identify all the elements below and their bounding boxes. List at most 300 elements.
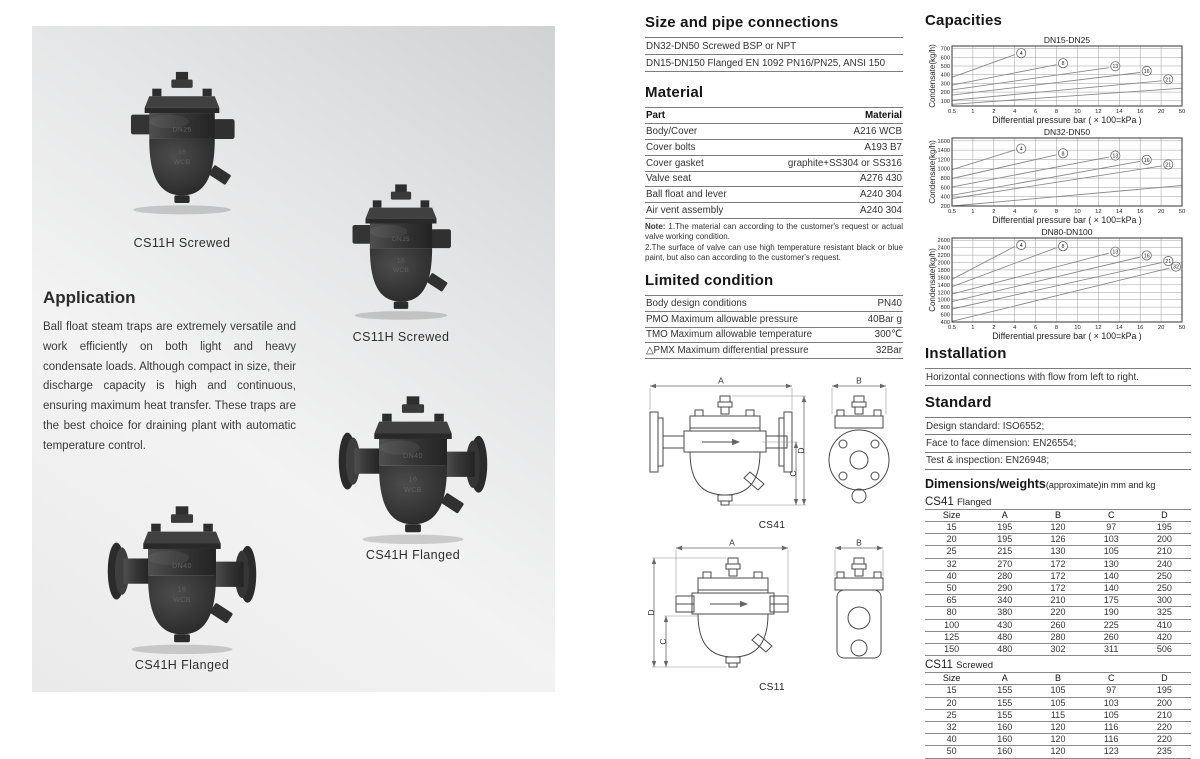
table-cell: 280 <box>1050 631 1066 642</box>
table-cell: 105 <box>1050 697 1066 708</box>
table-cell: 155 <box>997 685 1013 696</box>
table-cell: 15 <box>946 685 957 696</box>
table-label-cs41 <box>925 496 1191 508</box>
svg-text:DN32-DN50: DN32-DN50 <box>1043 127 1091 137</box>
svg-text:400: 400 <box>940 72 950 79</box>
svg-text:6: 6 <box>1034 109 1038 115</box>
svg-text:21: 21 <box>1165 259 1172 266</box>
product-photo-panel <box>32 26 555 692</box>
svg-text:8: 8 <box>1061 61 1065 68</box>
table-cell: 172 <box>1050 570 1066 581</box>
table-cell: 105 <box>1103 546 1119 557</box>
capacity-chart-dn80-dn100 <box>925 227 1191 341</box>
table-cell: 103 <box>1103 534 1119 545</box>
dimensions-title: Dimensions/weights <box>925 476 1046 491</box>
svg-text:1000: 1000 <box>937 297 950 304</box>
svg-text:DN25: DN25 <box>172 126 192 134</box>
table-cell: 150 <box>944 643 960 654</box>
table-cell: 25 <box>946 709 957 720</box>
product-caption: CS41H Flanged <box>365 548 461 562</box>
table-cell: 195 <box>1156 685 1172 696</box>
svg-text:D: D <box>796 447 806 454</box>
svg-text:1600: 1600 <box>937 275 950 282</box>
table-cell: 155 <box>997 697 1013 708</box>
table-row <box>925 745 1191 757</box>
svg-text:10: 10 <box>1074 325 1081 331</box>
svg-text:10: 10 <box>1074 109 1081 115</box>
table-cell: 480 <box>997 643 1013 654</box>
dimensions-table-cs11 <box>925 672 1191 758</box>
pair-value: 32Bar <box>875 345 902 357</box>
table-cell: 225 <box>1103 619 1119 630</box>
table-row <box>925 643 1191 655</box>
table-cell: 260 <box>1103 631 1119 642</box>
svg-text:600: 600 <box>940 185 950 192</box>
pair-label: TMO Maximum allowable temperature <box>646 329 813 341</box>
section-title-installation: Installation <box>925 345 1007 362</box>
table-cell: 260 <box>1050 619 1066 630</box>
svg-text:8: 8 <box>1054 209 1059 215</box>
svg-text:1600: 1600 <box>937 138 950 145</box>
rule-row: Test & inspection: EN26948; <box>925 452 1191 469</box>
valve-photo <box>315 390 511 548</box>
table-cell: 40 <box>946 734 957 745</box>
svg-text:400: 400 <box>940 194 950 201</box>
note-line-1: 1.The material can according to the customer's request or actual valve working condition. <box>645 221 903 242</box>
pair-label: PMO Maximum allowable pressure <box>646 313 798 325</box>
svg-text:1200: 1200 <box>937 157 950 164</box>
dimensions-heading <box>925 475 1191 493</box>
svg-text:Condensate(kg/h): Condensate(kg/h) <box>928 140 937 204</box>
svg-text:4: 4 <box>1019 146 1023 153</box>
table-cell: 105 <box>1103 709 1119 720</box>
table-cell: Size <box>942 673 961 684</box>
table-cell: A <box>1001 673 1008 684</box>
table-cell: C <box>1107 509 1115 520</box>
svg-text:14: 14 <box>1116 109 1123 115</box>
svg-text:13: 13 <box>1112 64 1119 71</box>
svg-text:16: 16 <box>397 257 405 265</box>
svg-text:700: 700 <box>940 46 950 53</box>
installation-rows <box>925 368 1191 386</box>
table-connection: Flanged <box>956 496 992 508</box>
svg-text:D: D <box>646 609 656 616</box>
material-note <box>645 222 903 264</box>
table-cell: B <box>1055 673 1062 684</box>
svg-text:DN40: DN40 <box>172 561 192 570</box>
table-row <box>925 733 1191 745</box>
table-cell: 175 <box>1103 595 1119 606</box>
table-row <box>925 631 1191 643</box>
svg-text:50: 50 <box>1178 325 1186 331</box>
table-name: CS41 <box>925 495 954 508</box>
table-cell: 290 <box>997 582 1013 593</box>
svg-text:1: 1 <box>971 325 975 331</box>
table-cell: 240 <box>1156 558 1172 569</box>
pair-value: A240 304 <box>860 189 902 201</box>
svg-text:1400: 1400 <box>937 148 950 155</box>
svg-text:16: 16 <box>408 475 418 484</box>
rule-row: DN15-DN150 Flanged EN 1092 PN16/PN25, ANSI 150 <box>645 54 903 71</box>
application-title: Application <box>43 288 136 307</box>
section-material <box>645 84 903 264</box>
table-row <box>925 606 1191 618</box>
product-caption: CS41H Flanged <box>134 658 230 672</box>
pair-value: Material <box>864 110 902 122</box>
svg-text:6: 6 <box>1034 325 1038 331</box>
table-cell: 200 <box>1156 534 1172 545</box>
svg-text:16: 16 <box>1136 109 1144 115</box>
table-cell: 100 <box>944 619 960 630</box>
table-cell: 220 <box>1050 607 1066 618</box>
svg-text:12: 12 <box>1095 209 1102 215</box>
table-cell: 25 <box>946 546 957 557</box>
rule-row: Horizontal connections with flow from left to right. <box>925 368 1191 385</box>
capacity-chart-dn32-dn50 <box>925 127 1191 225</box>
svg-text:A: A <box>729 537 735 548</box>
table-cell: C <box>1107 673 1115 684</box>
svg-text:2: 2 <box>992 209 996 215</box>
table-cell: 140 <box>1103 582 1119 593</box>
table-cell: 65 <box>946 595 957 606</box>
svg-text:WCB: WCB <box>392 266 410 274</box>
table-cell: 116 <box>1104 722 1119 732</box>
svg-text:200: 200 <box>940 90 950 97</box>
svg-text:20: 20 <box>1157 209 1165 215</box>
pair-row <box>645 155 903 171</box>
table-cell: Size <box>942 509 961 520</box>
table-row <box>925 709 1191 721</box>
pair-row <box>645 327 903 343</box>
svg-text:800: 800 <box>940 305 950 312</box>
table-cell: 250 <box>1156 570 1172 581</box>
table-cell: 97 <box>1106 685 1117 696</box>
table-cell: 210 <box>1156 546 1172 557</box>
svg-text:4: 4 <box>1019 243 1023 250</box>
svg-text:100: 100 <box>940 98 950 105</box>
table-cell: 506 <box>1156 643 1172 654</box>
table-cell: 200 <box>1156 697 1172 708</box>
pair-value: PN40 <box>877 297 902 309</box>
svg-text:WCB: WCB <box>404 485 422 494</box>
table-cell: 311 <box>1104 643 1119 654</box>
table-cell: 210 <box>1156 709 1172 720</box>
material-table <box>645 107 903 218</box>
svg-text:1400: 1400 <box>937 282 950 289</box>
table-cell: 97 <box>1106 521 1117 532</box>
pair-value: 40Bar g <box>867 313 902 325</box>
table-row <box>925 533 1191 545</box>
svg-text:400: 400 <box>940 320 950 326</box>
table-cell: 120 <box>1050 521 1066 532</box>
svg-text:16: 16 <box>1143 157 1150 164</box>
table-cell: 160 <box>997 734 1013 745</box>
svg-text:2: 2 <box>992 325 996 331</box>
table-cell: 195 <box>997 534 1013 545</box>
table-cell: 250 <box>1156 582 1172 593</box>
table-row <box>925 545 1191 557</box>
svg-text:800: 800 <box>940 176 950 183</box>
svg-text:1: 1 <box>971 109 975 115</box>
table-cell: 105 <box>1050 685 1066 696</box>
note-label: Note: <box>645 221 666 231</box>
svg-text:8: 8 <box>1054 109 1059 115</box>
table-row <box>925 619 1191 631</box>
table-cell: 420 <box>1156 631 1172 642</box>
section-title-material: Material <box>645 84 704 102</box>
svg-text:DN15-DN25: DN15-DN25 <box>1043 35 1091 45</box>
svg-text:12: 12 <box>1095 325 1102 331</box>
pair-label: Part <box>646 110 666 122</box>
pair-value: A216 WCB <box>853 126 902 138</box>
table-cell: 120 <box>1050 722 1066 732</box>
table-label-cs11 <box>925 659 1191 671</box>
svg-text:Differential pressure bar ( ×: Differential pressure bar ( × 100=kPa ) <box>992 215 1142 225</box>
svg-text:2200: 2200 <box>937 253 950 260</box>
svg-text:1200: 1200 <box>937 290 950 297</box>
svg-text:16: 16 <box>177 585 187 594</box>
table-connection: Screwed <box>956 660 994 672</box>
table-cell: 125 <box>944 631 960 642</box>
svg-text:WCB: WCB <box>173 595 191 604</box>
pair-label: Air vent assembly <box>646 204 724 216</box>
table-cell: 160 <box>997 746 1013 757</box>
table-cell: 50 <box>946 746 957 757</box>
table-row <box>925 570 1191 582</box>
table-cell: 215 <box>997 546 1013 557</box>
table-row <box>925 558 1191 570</box>
table-cell: 195 <box>1156 521 1172 532</box>
table-header-row <box>925 672 1191 684</box>
table-row <box>925 594 1191 606</box>
section-size-and-pipe <box>645 14 903 72</box>
table-cell: D <box>1161 673 1168 684</box>
svg-text:DN40: DN40 <box>403 451 423 460</box>
table-cell: 410 <box>1156 619 1172 630</box>
svg-text:4: 4 <box>1013 109 1017 115</box>
svg-text:200: 200 <box>940 204 950 210</box>
table-cell: 123 <box>1103 746 1119 757</box>
table-cell: 172 <box>1050 558 1066 569</box>
table-row <box>925 697 1191 709</box>
svg-text:Condensate(kg/h): Condensate(kg/h) <box>928 44 937 108</box>
svg-text:8: 8 <box>1061 151 1065 158</box>
svg-text:16: 16 <box>177 149 187 157</box>
svg-text:20: 20 <box>1157 109 1165 115</box>
table-cell: 195 <box>997 521 1013 532</box>
svg-text:500: 500 <box>940 64 950 70</box>
svg-text:14: 14 <box>1116 325 1123 331</box>
section-title-limited-condition: Limited condition <box>645 272 774 290</box>
table-cell: 155 <box>997 709 1013 720</box>
right-column <box>925 12 1191 759</box>
valve-photo <box>82 500 282 658</box>
table-cell: 480 <box>997 631 1013 642</box>
pair-row <box>645 186 903 202</box>
svg-text:14: 14 <box>1116 209 1123 215</box>
table-row <box>925 521 1191 533</box>
table-row <box>925 721 1191 733</box>
table-cell: 50 <box>946 582 957 593</box>
table-cell: 126 <box>1050 534 1066 545</box>
product-caption: CS11H Screwed <box>352 330 450 344</box>
pair-label: Cover bolts <box>646 141 696 153</box>
svg-text:8: 8 <box>1054 325 1059 331</box>
table-cell: A <box>1001 509 1008 520</box>
table-cell: 130 <box>1050 546 1066 557</box>
table-cell: 280 <box>997 570 1013 581</box>
svg-text:13: 13 <box>1112 153 1119 160</box>
section-title-standard: Standard <box>925 394 992 412</box>
drawing-cs41-lineart <box>636 374 908 522</box>
table-header-row <box>925 509 1191 521</box>
svg-text:1800: 1800 <box>937 267 950 274</box>
svg-text:600: 600 <box>940 55 950 62</box>
table-name: CS11 <box>925 659 953 672</box>
product-photo-cs11h-top <box>102 48 262 254</box>
pair-value: A193 B7 <box>864 141 902 153</box>
pair-label: Cover gasket <box>646 157 704 169</box>
table-cell: 235 <box>1156 746 1172 757</box>
table-cell: 172 <box>1050 582 1066 593</box>
drawing-cs41 <box>636 374 908 531</box>
svg-text:2000: 2000 <box>937 260 950 267</box>
svg-text:Condensate(kg/h): Condensate(kg/h) <box>928 248 937 312</box>
svg-text:16: 16 <box>1143 253 1150 260</box>
svg-text:13: 13 <box>1112 249 1119 256</box>
valve-photo <box>102 48 262 236</box>
svg-text:50: 50 <box>1178 109 1186 115</box>
table-cell: 430 <box>997 619 1013 630</box>
svg-text:Differential pressure bar ( ×: Differential pressure bar ( × 100=kPa ) <box>992 331 1142 341</box>
table-cell: 15 <box>946 521 957 532</box>
table-cell: 210 <box>1050 595 1066 606</box>
pair-header-row <box>645 107 903 123</box>
pair-value: A276 430 <box>860 173 902 185</box>
table-cell: 20 <box>946 697 957 708</box>
table-cell: 120 <box>1050 746 1066 757</box>
table-cell: D <box>1161 509 1168 520</box>
product-photo-cs41h-mid <box>315 390 511 566</box>
table-cell: B <box>1055 509 1062 520</box>
svg-text:B: B <box>856 375 862 386</box>
table-cell: 115 <box>1050 709 1066 720</box>
pair-row <box>645 311 903 327</box>
svg-text:WCB: WCB <box>173 159 191 167</box>
svg-text:4: 4 <box>1019 51 1023 58</box>
pair-label: △PMX Maximum differential pressure <box>646 345 809 357</box>
pair-row <box>645 171 903 187</box>
svg-text:2: 2 <box>992 109 996 115</box>
svg-text:20: 20 <box>1157 325 1165 331</box>
rule-row: Design standard: ISO6552; <box>925 417 1191 434</box>
table-cell: 130 <box>1103 558 1119 569</box>
table-cell: 140 <box>1103 570 1119 581</box>
table-cell: 340 <box>997 595 1013 606</box>
svg-text:4: 4 <box>1013 325 1017 331</box>
svg-text:12: 12 <box>1095 109 1102 115</box>
table-cell: 380 <box>997 607 1013 618</box>
drawing-caption: CS41 <box>758 520 786 531</box>
table-cell: 302 <box>1050 643 1066 654</box>
pair-row <box>645 295 903 311</box>
valve-photo <box>325 172 477 330</box>
table-cell: 325 <box>1156 607 1172 618</box>
capacity-chart-dn15-dn25 <box>925 35 1191 125</box>
svg-text:16: 16 <box>1136 209 1144 215</box>
table-cell: 116 <box>1104 734 1119 745</box>
pair-row <box>645 342 903 358</box>
svg-text:C: C <box>788 470 798 477</box>
svg-text:DN25: DN25 <box>391 235 411 243</box>
drawing-cs11 <box>636 536 908 693</box>
pair-label: Body design conditions <box>646 297 747 309</box>
svg-text:16: 16 <box>1136 325 1144 331</box>
svg-text:2400: 2400 <box>937 245 950 252</box>
svg-text:0.5: 0.5 <box>947 109 957 115</box>
table-cell: 300 <box>1156 595 1172 606</box>
product-photo-cs41h-bottom <box>82 500 282 676</box>
table-cell: 80 <box>946 607 957 618</box>
table-cell: 160 <box>997 722 1013 732</box>
svg-text:6: 6 <box>1034 209 1038 215</box>
svg-text:0.5: 0.5 <box>947 325 957 331</box>
rule-row: Face to face dimension: EN26554; <box>925 434 1191 451</box>
product-photo-cs11h-mid <box>325 172 477 348</box>
svg-text:1000: 1000 <box>937 166 950 173</box>
svg-text:8: 8 <box>1061 244 1065 251</box>
svg-text:B: B <box>856 537 862 548</box>
pair-row <box>645 139 903 155</box>
table-cell: 32 <box>946 558 957 569</box>
svg-text:21: 21 <box>1165 77 1172 84</box>
svg-text:50: 50 <box>1178 209 1186 215</box>
dimensions-subtitle: (approximate)in mm and kg <box>1045 479 1156 490</box>
drawing-cs11-lineart <box>636 536 908 684</box>
table-cell: 270 <box>997 558 1013 569</box>
svg-text:A: A <box>718 375 724 386</box>
application-body: Ball float steam traps are extremely versatile and work efficiently on both light and heavy condensate loads. Although compact in size, their discharge capacity is high and continuous, ensuring maximum heat transfer. These traps are the best choice for draining plant with automatic temperature control. <box>43 321 296 452</box>
table-row <box>925 684 1191 696</box>
pair-value: A240 304 <box>860 204 902 216</box>
product-caption: CS11H Screwed <box>133 236 231 250</box>
table-cell: 20 <box>946 534 957 545</box>
table-cell: 190 <box>1103 607 1119 618</box>
note-line-2: 2.The surface of valve can use high temperature resistant black or blue paint, but also can according to the customer's request. <box>645 242 903 263</box>
table-cell: 103 <box>1103 697 1119 708</box>
table-cell: 220 <box>1156 722 1172 732</box>
section-standard <box>925 394 1191 470</box>
svg-text:32: 32 <box>1172 264 1179 271</box>
svg-text:300: 300 <box>940 81 950 88</box>
drawing-caption: CS11 <box>759 682 785 693</box>
svg-text:600: 600 <box>940 312 950 319</box>
section-title-size-and-pipe: Size and pipe connections <box>645 14 839 31</box>
svg-text:1: 1 <box>971 209 975 215</box>
section-installation <box>925 345 1191 386</box>
svg-text:Differential pressure bar ( ×: Differential pressure bar ( × 100=kPa ) <box>992 115 1142 125</box>
size-pipe-rows <box>645 37 903 72</box>
table-cell: 40 <box>946 570 957 581</box>
svg-text:10: 10 <box>1074 209 1081 215</box>
table-cell: 32 <box>946 722 957 732</box>
svg-text:2600: 2600 <box>937 238 950 245</box>
svg-text:0.5: 0.5 <box>947 209 957 215</box>
middle-column <box>645 14 903 359</box>
pair-label: Valve seat <box>646 173 692 185</box>
svg-text:16: 16 <box>1143 69 1150 76</box>
limited-condition-table <box>645 295 903 359</box>
